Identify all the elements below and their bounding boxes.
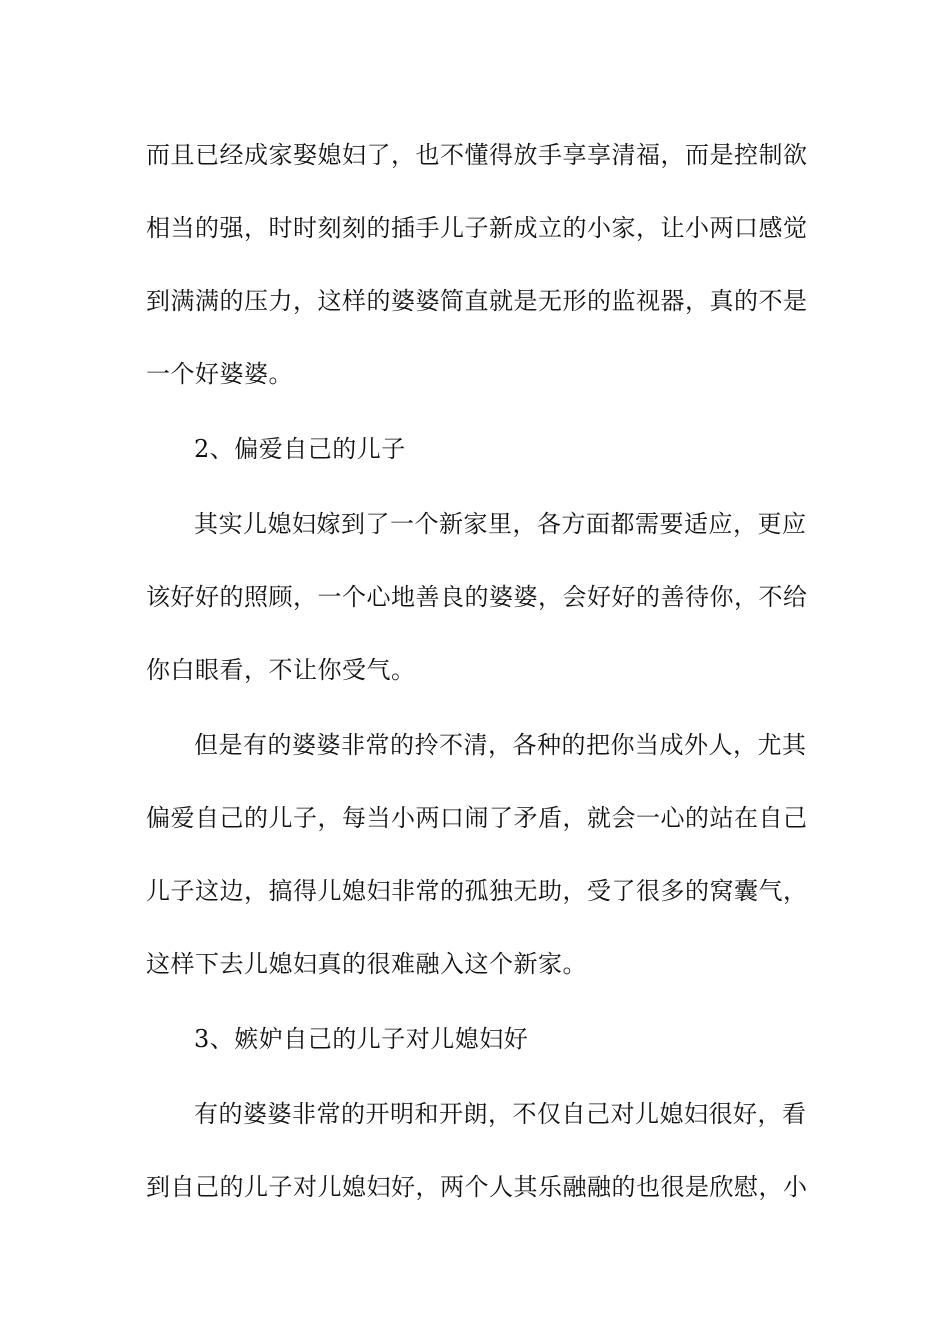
section-heading: 3、嫉妒自己的儿子对儿媳妇好 bbox=[194, 1025, 529, 1053]
paragraph-line: 一个好婆婆。 bbox=[146, 360, 293, 388]
section-heading: 2、偏爱自己的儿子 bbox=[194, 435, 406, 463]
paragraph-line: 儿子这边，搞得儿媳妇非常的孤独无助，受了很多的窝囊气， bbox=[146, 877, 808, 905]
paragraph-line: 相当的强，时时刻刻的插手儿子新成立的小家，让小两口感觉 bbox=[146, 214, 808, 242]
paragraph-line: 到自己的儿子对儿媳妇好，两个人其乐融融的也很是欣慰，小 bbox=[146, 1173, 808, 1201]
paragraph-line: 而且已经成家娶媳妇了，也不懂得放手享享清福，而是控制欲 bbox=[146, 141, 808, 169]
paragraph-line: 你白眼看，不让你受气。 bbox=[146, 656, 416, 684]
paragraph-line: 这样下去儿媳妇真的很难融入这个新家。 bbox=[146, 950, 587, 978]
paragraph-line: 但是有的婆婆非常的拎不清，各种的把你当成外人，尤其 bbox=[194, 731, 807, 759]
paragraph-line: 该好好的照顾，一个心地善良的婆婆，会好好的善待你，不给 bbox=[146, 583, 808, 611]
paragraph-line: 有的婆婆非常的开明和开朗，不仅自己对儿媳妇很好，看 bbox=[194, 1100, 807, 1128]
paragraph-line: 偏爱自己的儿子，每当小两口闹了矛盾，就会一心的站在自己 bbox=[146, 804, 808, 832]
paragraph-line: 其实儿媳妇嫁到了一个新家里，各方面都需要适应，更应 bbox=[194, 510, 807, 538]
paragraph-line: 到满满的压力，这样的婆婆简直就是无形的监视器，真的不是 bbox=[146, 287, 808, 315]
